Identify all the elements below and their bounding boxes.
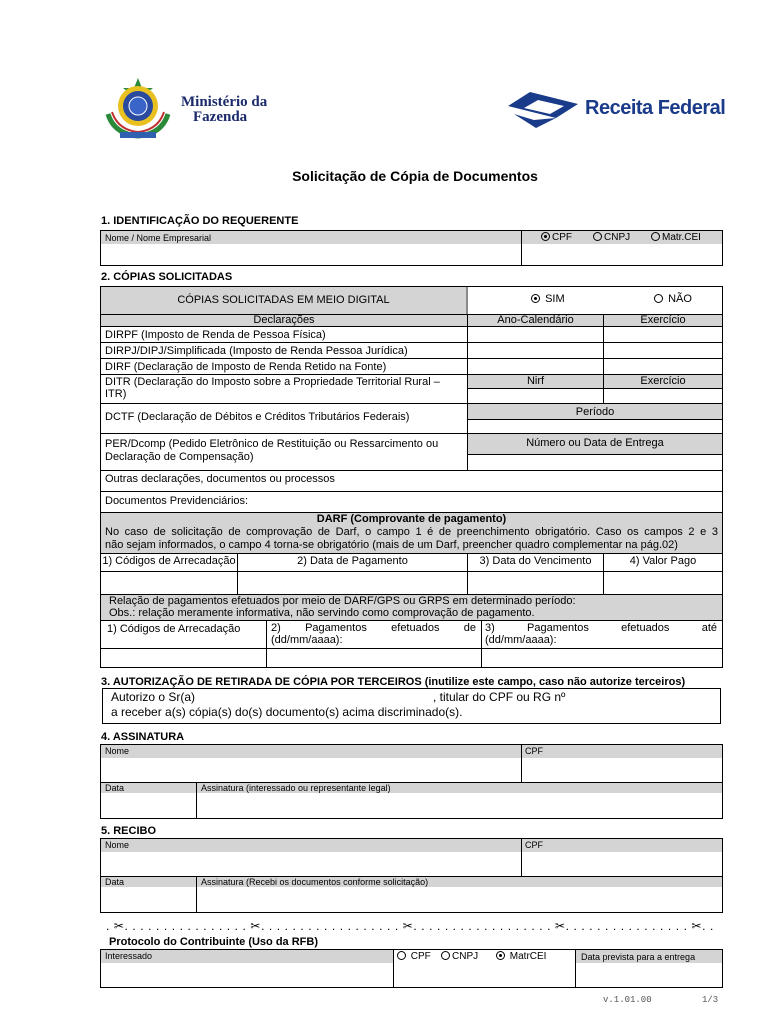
col-ano-calendario: Ano-Calendário — [497, 314, 574, 326]
darf-note-line-1: No caso de solicitação de comprovação de Darf, o campo 1 é de preenchimento obrigatório. Caso os campos 2 e 3 — [105, 526, 718, 538]
recibo-nome-label: Nome — [105, 840, 130, 850]
relacao-col-codigos: 1) Códigos de Arrecadação — [107, 623, 241, 635]
row-dctf: DCTF (Declaração de Débitos e Créditos Tributários Federais) — [105, 411, 410, 423]
recibo-nome-input[interactable] — [103, 853, 519, 875]
auth-line-2: a receber a(s) cópia(s) do(s) documento(s) acima discriminado(s). — [111, 705, 463, 719]
darf-title: DARF (Comprovante de pagamento) — [316, 513, 507, 525]
col-exercicio: Exercício — [640, 314, 686, 326]
digital-copies-label: CÓPIAS SOLICITADAS EM MEIO DIGITAL — [177, 294, 390, 306]
recibo-assinatura-input[interactable] — [198, 888, 720, 910]
recibo-cpf-input[interactable] — [523, 853, 720, 875]
relacao-col-ate — [485, 622, 717, 646]
radio-matr-icon — [651, 232, 660, 241]
auth-doc-input[interactable] — [587, 690, 717, 704]
protocolo-data-prevista-input[interactable] — [577, 964, 720, 985]
id-input[interactable] — [523, 245, 720, 264]
radio-cpf-icon — [541, 232, 550, 241]
recibo-data-input[interactable] — [103, 888, 194, 910]
col-exercicio-2: Exercício — [640, 375, 686, 387]
ministry-name — [181, 95, 267, 125]
relacao-note — [109, 595, 576, 619]
section-3-box — [102, 688, 721, 724]
row-ditr-line-2: ITR) — [105, 388, 127, 400]
darf-col-valor-pago: 4) Valor Pago — [629, 555, 697, 567]
col-numero-entrega: Número ou Data de Entrega — [526, 437, 664, 449]
receita-federal-name: Receita Federal — [585, 97, 726, 119]
sig-assinatura-input[interactable] — [198, 794, 720, 816]
darf-col-codigos: 1) Códigos de Arrecadação — [102, 555, 236, 567]
protocolo-radio-cpf[interactable] — [397, 951, 431, 962]
section-1-heading: 1. IDENTIFICAÇÃO DO REQUERENTE — [101, 215, 299, 227]
radio-cnpj-icon — [593, 232, 602, 241]
recibo-assinatura-label: Assinatura (Recebi os documentos conforme solicitação) — [201, 877, 429, 887]
darf-note — [105, 526, 718, 552]
radio-sim-label: SIM — [545, 293, 565, 305]
row-per-line-1: PER/Dcomp (Pedido Eletrônico de Restituição ou Ressarcimento ou — [105, 438, 439, 450]
protocolo-radio-cnpj-label: CNPJ — [452, 951, 479, 962]
radio-cpf-label: CPF — [552, 232, 572, 243]
darf-col-data-pagamento: 2) Data de Pagamento — [297, 555, 408, 567]
row-ditr — [105, 376, 440, 400]
radio-digital-nao[interactable] — [654, 293, 692, 305]
col-declaracoes: Declarações — [253, 314, 315, 326]
relacao-col-de-line-1: 2) Pagamentos efetuados de — [271, 622, 476, 634]
sig-data-label: Data — [105, 783, 125, 793]
relacao-col-de-line-2: (dd/mm/aaaa): — [271, 634, 343, 646]
row-per-line-2: Declaração de Compensação) — [105, 451, 254, 463]
row-dirf: DIRF (Declaração de Imposto de Renda Retido na Fonte) — [105, 361, 387, 373]
section-4-heading: 4. ASSINATURA — [101, 731, 185, 743]
auth-line-1a: Autorizo o Sr(a) — [111, 690, 196, 704]
relacao-col-ate-line-2: (dd/mm/aaaa): — [485, 634, 557, 646]
relacao-col-ate-line-1: 3) Pagamentos efetuados até — [485, 622, 717, 634]
brazil-coat-of-arms-logo — [100, 76, 176, 142]
auth-line-1b: , titular do CPF ou RG nº — [433, 690, 566, 704]
row-previdenciarios: Documentos Previdenciários: — [105, 495, 249, 507]
protocolo-radio-matr-label: MatrCEI — [509, 951, 547, 962]
sig-nome-label: Nome — [105, 746, 130, 756]
protocolo-table — [100, 949, 723, 988]
protocolo-interessado-label: Interessado — [105, 951, 153, 961]
section-4-table — [100, 744, 723, 819]
sig-cpf-label: CPF — [525, 746, 543, 756]
radio-digital-sim[interactable] — [531, 293, 565, 305]
page-number: 1/3 — [702, 995, 719, 1005]
protocolo-interessado-input[interactable] — [103, 964, 391, 985]
radio-matr[interactable] — [651, 232, 701, 243]
auth-name-input[interactable] — [207, 690, 433, 704]
row-ditr-line-1: DITR (Declaração do Imposto sobre a Propriedade Territorial Rural – — [105, 376, 440, 388]
radio-cpf[interactable] — [541, 232, 572, 243]
receita-federal-logo — [508, 88, 584, 130]
name-input[interactable] — [103, 245, 519, 264]
radio-sim-icon — [531, 294, 540, 303]
row-per-dcomp — [105, 438, 438, 464]
scissors-cut-line: . ✂. . . . . . . . . . . . . . . . ✂. . . . . . . . . . . . . . . . . . ✂. . . . . . . . . . . . . . . . . . ✂. . . . . . . . . . . . . . . . ✂. . — [106, 919, 714, 933]
darf-note-line-2: não sejam informados, o campo 4 torna-se obrigatório (mais de um Darf, preencher quadro complementar na pág.02) — [105, 539, 678, 551]
protocolo-radio-cnpj-icon — [441, 951, 450, 960]
section-1-table — [100, 230, 723, 266]
recibo-data-label: Data — [105, 877, 125, 887]
sig-assinatura-label: Assinatura (interessado ou representante legal) — [201, 783, 391, 793]
section-2-heading: 2. CÓPIAS SOLICITADAS — [101, 271, 233, 283]
radio-cnpj-label: CNPJ — [604, 232, 631, 243]
protocolo-radio-cnpj[interactable] — [441, 951, 478, 962]
protocolo-data-prevista-label: Data prevista para a entrega — [581, 952, 696, 962]
protocolo-radio-cpf-label: CPF — [410, 951, 431, 962]
radio-cnpj[interactable] — [593, 232, 630, 243]
relacao-line-1: Relação de pagamentos efetuados por meio de DARF/GPS ou GRPS em determinado período: — [109, 595, 576, 607]
section-2-table — [100, 286, 723, 668]
ministry-line-1: Ministério da — [181, 94, 268, 110]
row-dirpf: DIRPF (Imposto de Renda de Pessoa Física) — [105, 329, 326, 341]
radio-nao-label: NÃO — [668, 293, 692, 305]
sig-nome-input[interactable] — [103, 759, 519, 781]
darf-col-data-vencimento: 3) Data do Vencimento — [479, 555, 592, 567]
ministry-line-2: Fazenda — [193, 109, 248, 125]
recibo-cpf-label: CPF — [525, 840, 543, 850]
row-dirpj: DIRPJ/DIPJ/Simplificada (Imposto de Renda Pessoa Jurídica) — [105, 345, 408, 357]
protocolo-heading: Protocolo do Contribuinte (Uso da RFB) — [109, 936, 318, 948]
sig-data-input[interactable] — [103, 794, 194, 816]
section-3-heading: 3. AUTORIZAÇÃO DE RETIRADA DE CÓPIA POR TERCEIROS (inutilize este campo, caso não autorize terceiros) — [101, 676, 686, 688]
section-5-table — [100, 838, 723, 913]
row-outras: Outras declarações, documentos ou processos — [105, 473, 335, 485]
version-label: v.1.01.00 — [603, 995, 652, 1005]
protocolo-radio-matr[interactable] — [496, 951, 546, 962]
relacao-col-de — [271, 622, 476, 646]
page-title: Solicitação de Cópia de Documentos — [292, 168, 538, 184]
name-label: Nome / Nome Empresarial — [105, 233, 212, 243]
protocolo-radio-cpf-icon — [397, 951, 406, 960]
col-nirf: Nirf — [526, 375, 545, 387]
col-periodo: Período — [575, 406, 615, 418]
section-5-heading: 5. RECIBO — [101, 825, 157, 837]
sig-cpf-input[interactable] — [523, 759, 720, 781]
relacao-line-2: Obs.: relação meramente informativa, não servindo como comprovação de pagamento. — [109, 607, 535, 619]
radio-matr-label: Matr.CEI — [662, 232, 701, 243]
protocolo-radio-matr-icon — [496, 951, 505, 960]
radio-nao-icon — [654, 294, 663, 303]
